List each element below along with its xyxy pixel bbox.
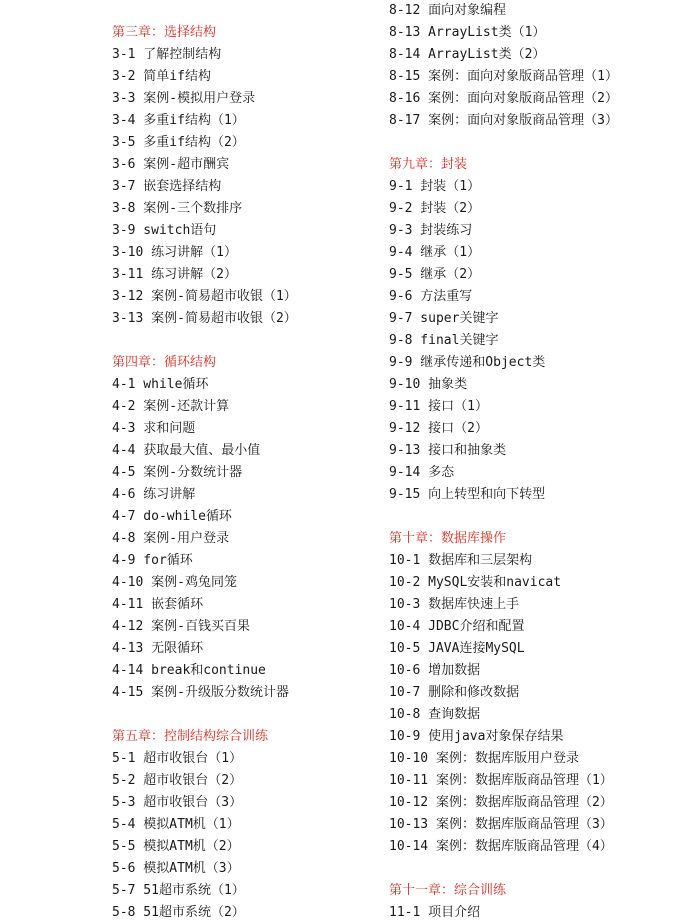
lesson-item: 9-11 接口（1） — [389, 399, 488, 414]
lesson-item: 10-12 案例：数据库版商品管理（2） — [389, 795, 613, 810]
lesson-item: 10-14 案例：数据库版商品管理（4） — [389, 839, 613, 854]
lesson-item: 9-2 封装（2） — [389, 201, 481, 216]
lesson-item: 3-2 简单if结构 — [112, 69, 211, 84]
lesson-item: 9-13 接口和抽象类 — [389, 443, 507, 458]
lesson-item: 5-2 超市收银台（2） — [112, 773, 243, 788]
lesson-item: 3-3 案例-模拟用户登录 — [112, 91, 256, 106]
chapter-heading: 第四章：循环结构 — [112, 355, 217, 370]
lesson-item: 4-3 求和问题 — [112, 421, 196, 436]
lesson-item: 10-3 数据库快速上手 — [389, 597, 520, 612]
lesson-item: 9-1 封装（1） — [389, 179, 481, 194]
lesson-item: 4-14 break和continue — [112, 663, 266, 678]
lesson-item: 4-10 案例-鸡兔同笼 — [112, 575, 237, 590]
section-gap — [389, 858, 689, 880]
section-gap — [389, 132, 689, 154]
lesson-item: 8-14 ArrayList类（2） — [389, 47, 546, 62]
lesson-item: 4-13 无限循环 — [112, 641, 204, 656]
chapter-heading: 第五章：控制结构综合训练 — [112, 729, 269, 744]
lesson-item: 4-9 for循环 — [112, 553, 193, 568]
lesson-item: 4-12 案例-百钱买百果 — [112, 619, 250, 634]
lesson-item: 5-4 模拟ATM机（1） — [112, 817, 240, 832]
lesson-item: 9-7 super关键字 — [389, 311, 499, 326]
lesson-item: 3-10 练习讲解（1） — [112, 245, 237, 260]
lesson-item: 11-1 项目介绍 — [389, 905, 481, 920]
section-gap — [112, 704, 412, 726]
lesson-item: 10-1 数据库和三层架构 — [389, 553, 533, 568]
lesson-item: 3-7 嵌套选择结构 — [112, 179, 222, 194]
lesson-item: 9-9 继承传递和Object类 — [389, 355, 546, 370]
lesson-item: 4-11 嵌套循环 — [112, 597, 204, 612]
lesson-item: 4-6 练习讲解 — [112, 487, 196, 502]
lesson-item: 9-14 多态 — [389, 465, 455, 480]
lesson-item: 3-12 案例-简易超市收银（1） — [112, 289, 297, 304]
lesson-item: 4-4 获取最大值、最小值 — [112, 443, 261, 458]
lesson-item: 10-8 查询数据 — [389, 707, 481, 722]
lesson-item: 5-5 模拟ATM机（2） — [112, 839, 240, 854]
lesson-item: 9-8 final关键字 — [389, 333, 499, 348]
section-gap — [112, 330, 412, 352]
lesson-item: 3-13 案例-简易超市收银（2） — [112, 311, 297, 326]
lesson-item: 4-5 案例-分数统计器 — [112, 465, 243, 480]
lesson-item: 10-10 案例：数据库版用户登录 — [389, 751, 579, 766]
lesson-item: 5-6 模拟ATM机（3） — [112, 861, 240, 876]
lesson-item: 4-8 案例-用户登录 — [112, 531, 230, 546]
lesson-item: 10-6 增加数据 — [389, 663, 481, 678]
lesson-item: 4-2 案例-还款计算 — [112, 399, 230, 414]
lesson-item: 9-10 抽象类 — [389, 377, 468, 392]
lesson-item: 3-8 案例-三个数排序 — [112, 201, 243, 216]
lesson-item: 5-8 51超市系统（2） — [112, 905, 245, 920]
section-gap — [389, 506, 689, 528]
lesson-item: 8-13 ArrayList类（1） — [389, 25, 546, 40]
lesson-item: 9-15 向上转型和向下转型 — [389, 487, 546, 502]
lesson-item: 3-11 练习讲解（2） — [112, 267, 237, 282]
lesson-item: 5-3 超市收银台（3） — [112, 795, 243, 810]
lesson-item: 9-5 继承（2） — [389, 267, 481, 282]
lesson-item: 5-1 超市收银台（1） — [112, 751, 243, 766]
chapter-heading: 第九章：封装 — [389, 157, 468, 172]
lesson-item: 10-11 案例：数据库版商品管理（1） — [389, 773, 613, 788]
chapter-heading: 第三章：选择结构 — [112, 25, 217, 40]
lesson-item: 9-12 接口（2） — [389, 421, 488, 436]
lesson-item: 8-17 案例：面向对象版商品管理（3） — [389, 113, 618, 128]
lesson-item: 10-4 JDBC介绍和配置 — [389, 619, 525, 634]
lesson-item: 10-9 使用java对象保存结果 — [389, 729, 564, 744]
lesson-item: 4-7 do-while循环 — [112, 509, 232, 524]
lesson-item: 3-5 多重if结构（2） — [112, 135, 245, 150]
lesson-item: 9-6 方法重写 — [389, 289, 473, 304]
lesson-item: 3-6 案例-超市酬宾 — [112, 157, 230, 172]
chapter-heading: 第十章：数据库操作 — [389, 531, 507, 546]
toc-left-column — [112, 0, 412, 924]
lesson-item: 8-16 案例：面向对象版商品管理（2） — [389, 91, 618, 106]
toc-right-column — [389, 0, 689, 924]
lesson-item: 8-15 案例：面向对象版商品管理（1） — [389, 69, 618, 84]
lesson-item: 10-5 JAVA连接MySQL — [389, 641, 525, 656]
lesson-item: 3-4 多重if结构（1） — [112, 113, 245, 128]
chapter-heading: 第十一章：综合训练 — [389, 883, 507, 898]
lesson-item: 10-13 案例：数据库版商品管理（3） — [389, 817, 613, 832]
lesson-item: 10-2 MySQL安装和navicat — [389, 575, 562, 590]
lesson-item: 9-4 继承（1） — [389, 245, 481, 260]
lesson-item: 3-9 switch语句 — [112, 223, 217, 238]
lesson-item: 9-3 封装练习 — [389, 223, 473, 238]
section-gap — [112, 0, 412, 22]
lesson-item: 4-1 while循环 — [112, 377, 209, 392]
lesson-item: 10-7 删除和修改数据 — [389, 685, 520, 700]
lesson-item: 8-12 面向对象编程 — [389, 3, 507, 18]
lesson-item: 5-7 51超市系统（1） — [112, 883, 245, 898]
lesson-item: 3-1 了解控制结构 — [112, 47, 222, 62]
lesson-item: 4-15 案例-升级版分数统计器 — [112, 685, 289, 700]
